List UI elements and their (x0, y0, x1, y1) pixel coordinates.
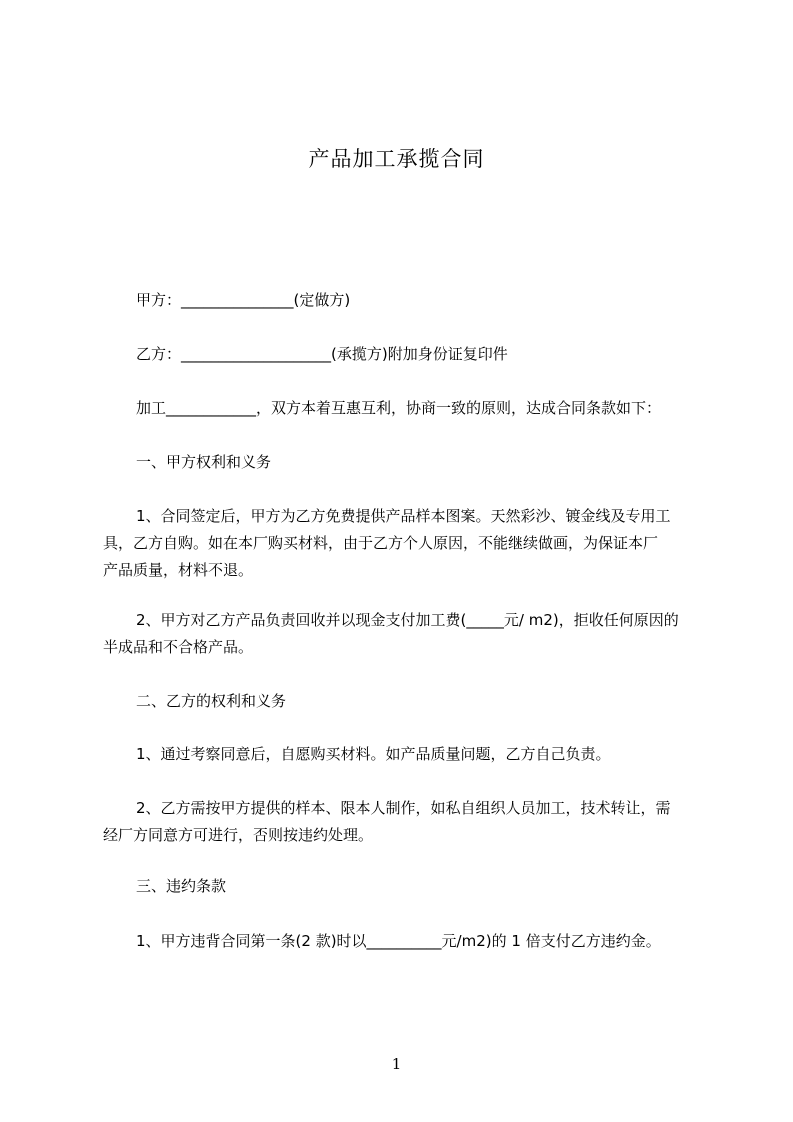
section2-item2-line2: 经厂方同意方可进行，否则按违约处理。 (103, 826, 374, 844)
section2-item2-line1: 2、乙方需按甲方提供的样本、限本人制作，如私自组织人员加工，技术转让，需 (136, 799, 671, 817)
section1-item2 (103, 607, 711, 661)
section2-item1: 1、通过考察同意后，自愿购买材料。如产品质量问题，乙方自己负责。 (136, 745, 611, 763)
section3-heading: 三、违约条款 (136, 877, 227, 895)
section3-item1: 1、甲方违背合同第一条(2 款)时以__________元/m2)的 1 倍支付乙方违约金。 (136, 932, 661, 950)
section2-item2 (103, 795, 711, 849)
party-b-line: 乙方：____________________(承揽方)附加身份证复印件 (136, 345, 508, 363)
document-title: 产品加工承揽合同 (308, 147, 485, 171)
party-a-line: 甲方：_______________(定做方) (136, 291, 351, 309)
section1-item1 (103, 503, 711, 584)
section2-heading: 二、乙方的权利和义务 (136, 692, 287, 710)
section1-item1-line1: 1、合同签定后，甲方为乙方免费提供产品样本图案。天然彩沙、镀金线及专用工 (136, 507, 671, 525)
section1-item2-line1: 2、甲方对乙方产品负责回收并以现金支付加工费(_____元/ m2)，拒收任何原因的 (136, 611, 679, 629)
section1-item1-line2: 具，乙方自购。如在本厂购买材料，由于乙方个人原因，不能继续做画，为保证本厂 (103, 534, 659, 552)
page-number: 1 (391, 1055, 402, 1073)
section1-item1-line3: 产品质量，材料不退。 (103, 561, 254, 579)
section1-heading: 一、甲方权利和义务 (136, 453, 272, 471)
intro-line: 加工____________，双方本着互惠互利，协商一致的原则，达成合同条款如下： (136, 399, 662, 417)
section1-item2-line2: 半成品和不合格产品。 (103, 638, 254, 656)
